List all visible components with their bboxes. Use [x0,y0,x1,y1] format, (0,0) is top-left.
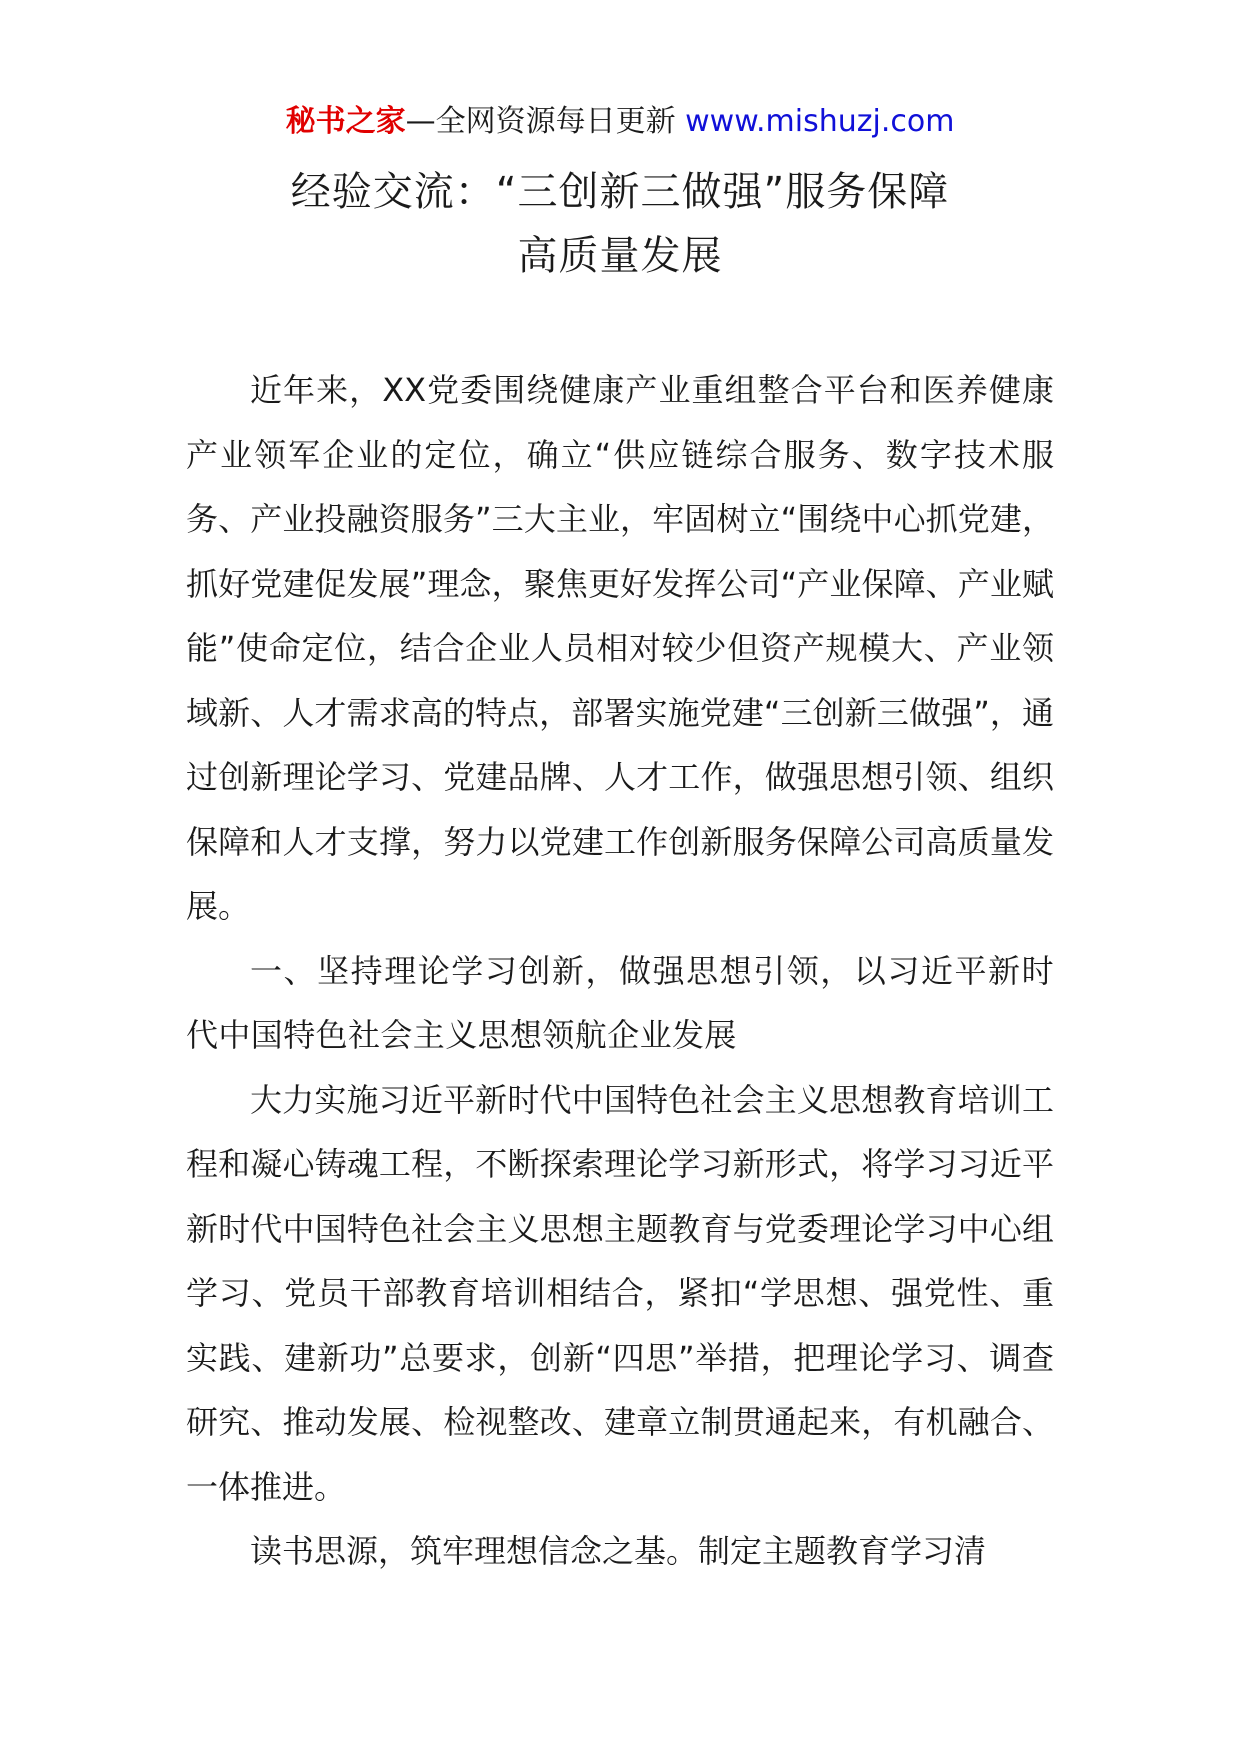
body-paragraph: 读书思源，筑牢理想信念之基。制定主题教育学习清 [250,1532,987,1570]
body-paragraph: 大力实施习近平新时代中国特色社会主义思想教育培训工程和凝心铸魂工程，不断探索理论学习新形式，将学习习近平新时代中国特色社会主义思想主题教育与党委理论学习中心组学习、党员干部教育培训相结合，紧扣“学思想、强党性、重实践、建新功”总要求，创新“四思”举措，把理论学习、调查研究、推动发展、检视整改、建章立制贯通起来，有机融合、一体推进。 [186,1080,1054,1506]
title-line-1: 经验交流：“三创新三做强”服务保障 [290,169,950,215]
document-body [186,358,1054,1584]
intro-paragraph: 近年来，XX党委围绕健康产业重组整合平台和医养健康产业领军企业的定位，确立“供应链综合服务、数字技术服务、产业投融资服务”三大主业，牢固树立“围绕中心抓党建，抓好党建促发展”理念，聚焦更好发挥公司“产业保障、产业赋能”使命定位，结合企业人员相对较少但资产规模大、产业领域新、人才需求高的特点，部署实施党建“三创新三做强”，通过创新理论学习、党建品牌、人才工作，做强思想引领、组织保障和人才支撑，努力以党建工作创新服务保障公司高质量发展。 [186,371,1054,925]
header-tagline: —全网资源每日更新 [405,104,686,139]
title-line-2: 高质量发展 [517,233,723,279]
document-title [0,160,1240,288]
section-heading: 一、坚持理论学习创新，做强思想引领，以习近平新时代中国特色社会主义思想领航企业发展 [186,951,1054,1054]
site-header [0,100,1240,144]
brand-name: 秘书之家 [285,104,406,139]
site-url: www.mishuzj.com [685,104,955,139]
